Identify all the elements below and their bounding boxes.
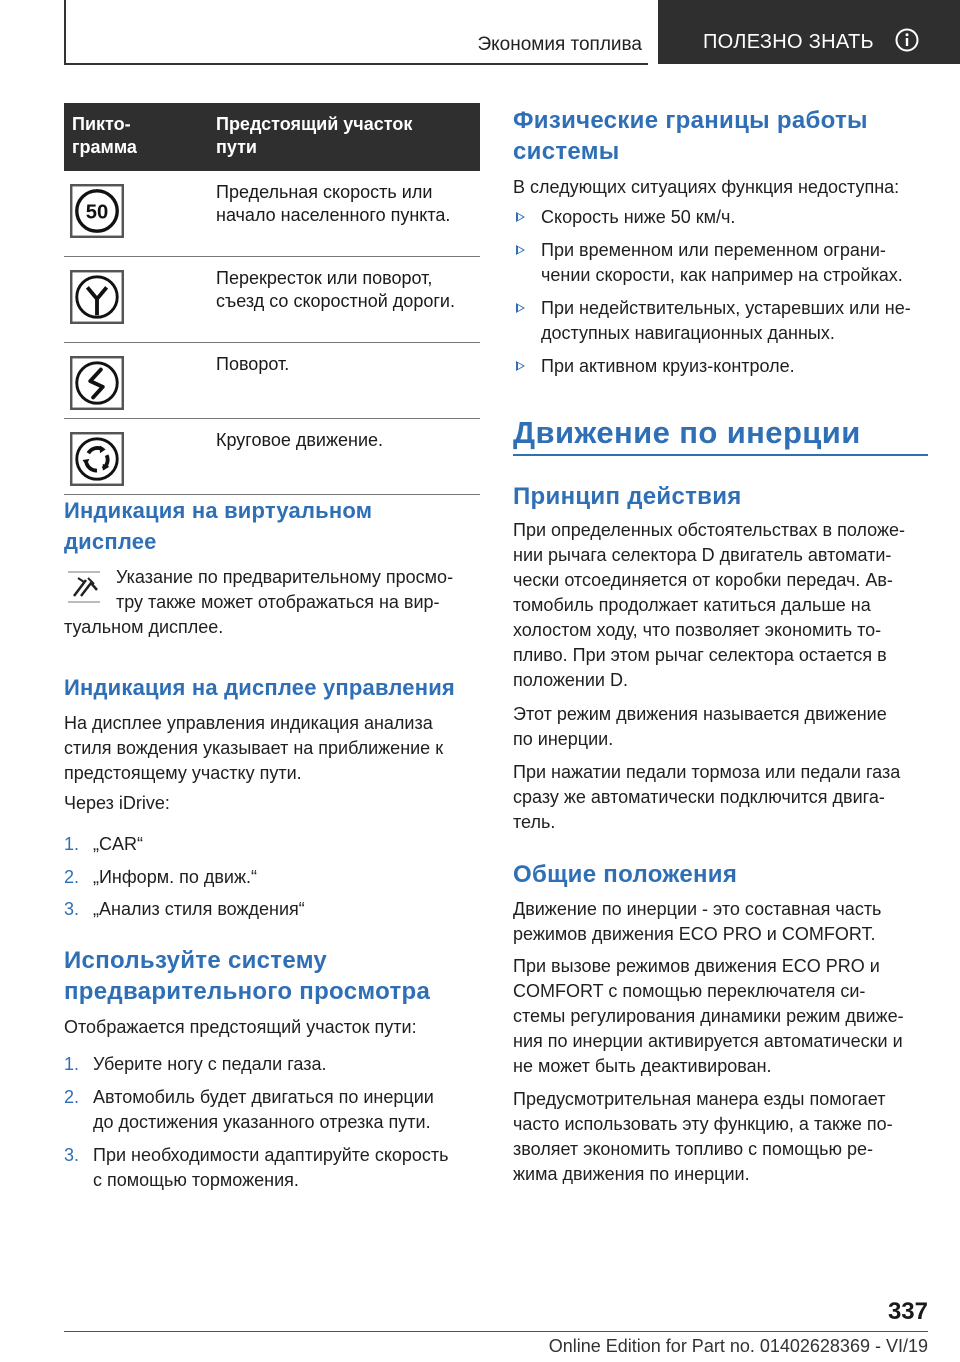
principle-text-2: Этот режим движения называется движение по инерции. [513, 704, 887, 749]
idrive-step-2: „Информ. по движ.“ [93, 867, 257, 887]
coasting-chapter-title: Движение по инерции [513, 415, 861, 450]
table-row [64, 419, 480, 495]
general-text-2: При вызове режимов движения ECO PRO и COMFORT с помощью переключателя си- стемы регулирования динамики режим движе- ния по инерции активируется автоматически и не может быть деактивирован. [513, 956, 904, 1076]
use-step-2: Автомобиль будет двигаться по инерции до достижения указанного отрезка пути. [93, 1087, 434, 1132]
general-text-1: Движение по инерции - это составная часть режимов движения ECO PRO и COMFORT. [513, 899, 882, 944]
bullet-icon [516, 212, 525, 222]
control-display-text: На дисплее управления индикация анализа стиля вождения указывает на приближение к предстоящему участку пути. [64, 713, 444, 783]
curve-icon [70, 356, 124, 410]
table-header-route: Предстоящий участок пути [208, 103, 480, 171]
chapter-rule [513, 454, 928, 456]
step-number: 1. [64, 834, 80, 854]
idrive-label: Через iDrive: [64, 793, 170, 813]
limits-item-3: При недействительных, устаревших или не- доступных навигационных данных. [541, 298, 911, 343]
virtual-display-heading: Индикация на виртуальном дисплее [64, 498, 373, 554]
page-number: 337 [887, 1298, 928, 1325]
principle-heading: Принцип действия [513, 483, 742, 510]
table-cell-text: Предельная скорость или начало населенного пункта. [208, 171, 480, 257]
general-text-3: Предусмотрительная манера езды помогает часто использовать эту функцию, а также по- зволяет экономить топливо с помощью ре- жима движения по инерции. [513, 1089, 893, 1184]
roundabout-icon [70, 432, 124, 486]
bullet-icon [516, 245, 525, 255]
left-column [64, 103, 480, 495]
header-underline [64, 63, 648, 65]
table-cell-text: Перекресток или поворот, съезд со скоростной дороги. [208, 257, 480, 343]
principle-text-3: При нажатии педали тормоза или педали газа сразу же автоматически подключится двига- тель. [513, 762, 901, 832]
virtual-display-text-3: туальном дисплее. [64, 617, 224, 637]
section-title: Экономия топлива [477, 34, 642, 55]
limits-item-2: При временном или переменном ограни- чении скорости, как например на стройках. [541, 240, 903, 285]
bullet-icon [516, 361, 525, 371]
step-number: 1. [64, 1054, 80, 1074]
info-icon [895, 28, 919, 52]
use-system-intro: Отображается предстоящий участок пути: [64, 1017, 417, 1037]
use-system-heading: Используйте систему предварительного просмотра [64, 947, 431, 1005]
principle-text-1: При определенных обстоятельствах в положе- нии рычага селектора D двигатель автомати- чески отсоединяется от коробки передач. Ав- томобиль продолжает катиться дальше на холостом ходу, что позволяет экономить то- пливо. При этом рычаг селектора остается в положении D. [513, 520, 905, 690]
table-row [64, 171, 480, 257]
step-number: 2. [64, 1087, 80, 1107]
bullet-icon [516, 303, 525, 313]
table-row [64, 257, 480, 343]
idrive-step-1: „CAR“ [93, 834, 143, 854]
limits-item-4: При активном круиз-контроле. [541, 356, 795, 376]
virtual-display-icon [64, 566, 104, 606]
general-heading: Общие положения [513, 861, 738, 888]
table-row [64, 343, 480, 419]
junction-icon [70, 270, 124, 324]
step-number: 3. [64, 1145, 80, 1165]
speed-limit-50-icon [70, 184, 124, 238]
use-step-3: При необходимости адаптируйте скорость с помощью торможения. [93, 1145, 449, 1190]
limits-item-1: Скорость ниже 50 км/ч. [541, 207, 736, 227]
edition-footer: Online Edition for Part no. 01402628369 - VI/19 [548, 1336, 928, 1356]
control-display-heading: Индикация на дисплее управления [64, 675, 455, 700]
header-divider [64, 0, 66, 64]
step-number: 3. [64, 899, 80, 919]
step-number: 2. [64, 867, 80, 887]
section-tab-label: ПОЛЕЗНО ЗНАТЬ [703, 31, 874, 53]
limits-intro: В следующих ситуациях функция недоступна: [513, 177, 900, 197]
virtual-display-text-2: тру также может отображаться на вир- [116, 592, 440, 612]
pictogram-table [64, 103, 480, 495]
footer-rule [64, 1331, 928, 1332]
table-cell-text: Круговое движение. [208, 419, 480, 495]
speed-limit-value: 50 [85, 201, 109, 224]
table-header-pictogram: Пикто- грамма [64, 103, 208, 171]
virtual-display-text-1: Указание по предварительному просмо- [116, 567, 454, 587]
table-cell-text: Поворот. [208, 343, 480, 419]
limits-heading: Физические границы работы системы [513, 107, 868, 165]
idrive-step-3: „Анализ стиля вождения“ [93, 899, 305, 919]
use-step-1: Уберите ногу с педали газа. [93, 1054, 327, 1074]
